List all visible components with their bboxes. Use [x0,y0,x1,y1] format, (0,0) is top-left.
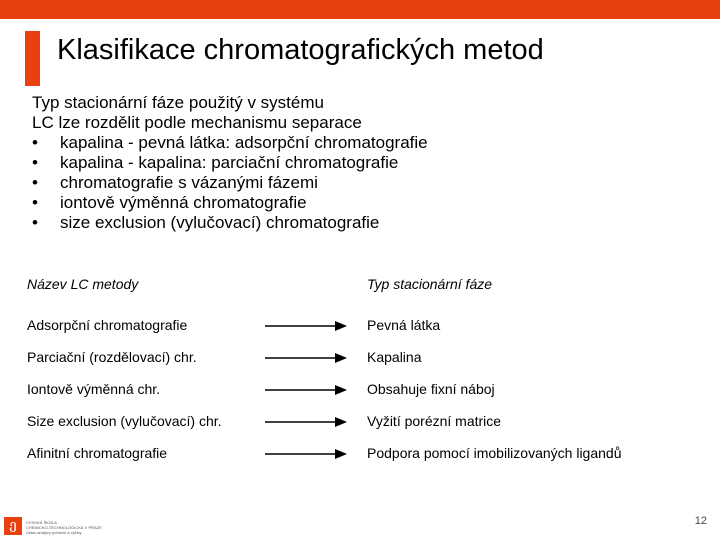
arrow-right-icon [265,448,347,460]
university-logo: ე [4,517,22,535]
phase-type: Podpora pomocí imobilizovaných ligandů [367,445,622,461]
method-name: Parciační (rozdělovací) chr. [27,349,197,365]
phase-type: Vyžití porézní matrice [367,413,502,429]
phase-type: Obsahuje fixní náboj [367,381,495,397]
table-row [0,381,720,401]
arrow-right-icon [265,416,347,428]
phase-type: Kapalina [367,349,422,365]
bullet-item: • kapalina - pevná látka: adsorpční chromatografie [32,133,428,153]
bullet-item: • kapalina - kapalina: parciační chromatografie [32,153,428,173]
logo-line: Ústav analýzy potravin a výživy [26,530,82,535]
method-name: Iontově výměnná chr. [27,381,161,397]
method-name: Afinitní chromatografie [27,445,168,461]
phase-type: Pevná látka [367,317,441,333]
method-name: Adsorpční chromatografie [27,317,188,333]
title-accent [25,31,40,86]
slide-title: Klasifikace chromatografických metod [57,34,544,66]
header-phase: Typ stacionární fáze [367,276,493,292]
header-method: Název LC metody [27,276,139,292]
page-number: 12 [694,515,707,527]
bullet-item: • chromatografie s vázanými fázemi [32,173,428,193]
bullet-item: • iontově výměnná chromatografie [32,193,428,213]
table-row [0,317,720,337]
bullet-item: • size exclusion (vylučovací) chromatografie [32,213,428,233]
table-row [0,349,720,369]
method-name: Size exclusion (vylučovací) chr. [27,413,222,429]
logo-line: CHEMICKO-TECHNOLOGICKÁ V PRAZE [26,525,102,530]
intro-line: LC lze rozdělit podle mechanismu separace [32,113,362,132]
intro-line: Typ stacionární fáze použitý v systému [32,93,324,112]
table-row [0,413,720,433]
arrow-right-icon [265,352,347,364]
bullet-list [32,133,428,233]
intro-text [32,93,428,233]
arrow-right-icon [265,384,347,396]
logo-text [26,520,102,535]
logo-line: VYSOKÁ ŠKOLA [26,520,57,525]
table-row [0,445,720,465]
top-bar [0,0,720,19]
arrow-right-icon [265,320,347,332]
